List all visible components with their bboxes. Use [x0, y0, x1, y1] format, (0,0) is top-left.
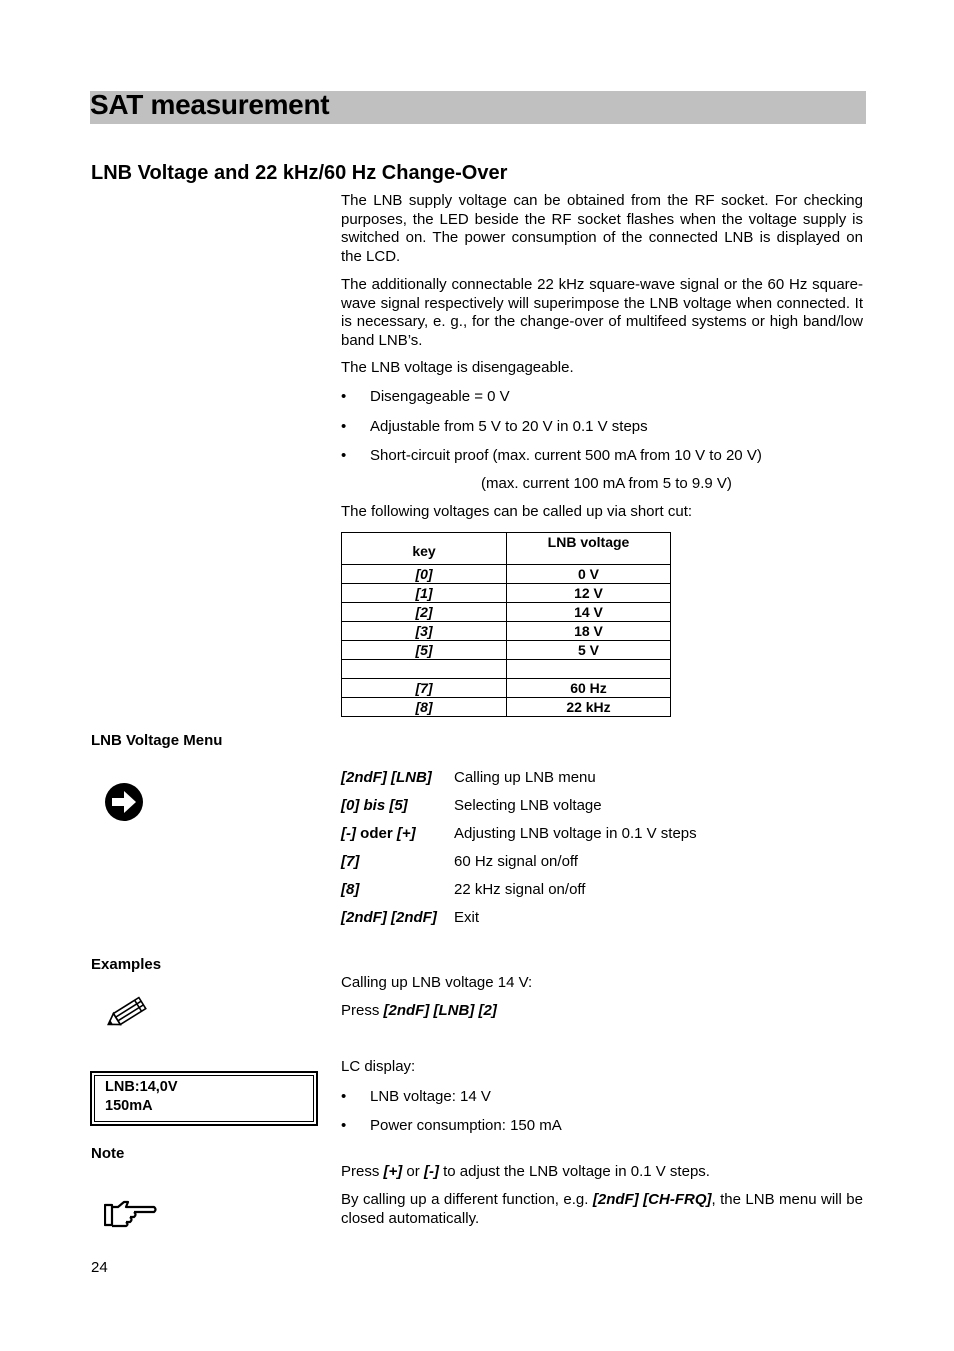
table-header-voltage: LNB voltage [507, 533, 671, 565]
examples-label: Examples [91, 956, 162, 973]
table-row [342, 603, 671, 622]
table-row [342, 660, 671, 679]
table-cell-key: [5] [342, 641, 507, 660]
intro-bullet-continuation: (max. current 100 mA from 5 to 9.9 V) [481, 475, 732, 492]
menu-key-6: [2ndF] [2ndF] [341, 909, 437, 926]
table-cell-value: 60 Hz [507, 679, 671, 698]
table-row [342, 584, 671, 603]
menu-desc-3: Adjusting LNB voltage in 0.1 V steps [454, 825, 697, 842]
chapter-title: SAT measurement [90, 89, 330, 120]
menu-desc-4: 60 Hz signal on/off [454, 853, 578, 870]
shortcut-intro: The following voltages can be called up via short cut: [341, 503, 693, 520]
menu-desc-1: Calling up LNB menu [454, 769, 596, 786]
table-cell-value: 5 V [507, 641, 671, 660]
table-row [342, 698, 671, 717]
menu-desc-2: Selecting LNB voltage [454, 797, 602, 814]
table-cell-key: [8] [342, 698, 507, 717]
pointing-hand-icon [104, 1199, 158, 1229]
example-line-1: Calling up LNB voltage 14 V: [341, 974, 533, 991]
table-cell-value: 12 V [507, 584, 671, 603]
table-header-row [342, 533, 671, 565]
note-label: Note [91, 1145, 125, 1162]
example-press-line: Press [2ndF] [LNB] [2] [341, 1002, 497, 1019]
table-cell-key: [7] [342, 679, 507, 698]
arrow-right-circle-icon [104, 782, 144, 822]
table-row [342, 622, 671, 641]
shortcut-table [341, 532, 671, 717]
table-cell-value: 22 kHz [507, 698, 671, 717]
table-cell-key [342, 660, 507, 679]
menu-key-4: [7] [341, 853, 360, 870]
table-header-key: key [342, 533, 507, 565]
table-cell-value: 18 V [507, 622, 671, 641]
table-cell-key: [0] [342, 565, 507, 584]
table-cell-key: [2] [342, 603, 507, 622]
menu-key-2: [0] bis [5] [341, 797, 408, 814]
table-cell-value [507, 660, 671, 679]
menu-desc-5: 22 kHz signal on/off [454, 881, 586, 898]
intro-paragraph-3: The LNB voltage is disengageable. [341, 359, 574, 376]
menu-label: LNB Voltage Menu [91, 732, 223, 749]
table-row [342, 641, 671, 660]
intro-paragraph-1: The LNB supply voltage can be obtained from the RF socket. For checking purposes, the LED beside the RF socket flashes when the voltage supply is switched on. The power consumption of the connected LNB is displayed on the LCD. [341, 192, 863, 265]
lcd-line-2: 150mA [105, 1098, 153, 1114]
table-cell-value: 14 V [507, 603, 671, 622]
note-paragraph-1: Press [+] or [-] to adjust the LNB voltage in 0.1 V steps. [341, 1163, 710, 1180]
menu-desc-6: Exit [454, 909, 480, 926]
pencil-icon [103, 993, 155, 1031]
table-cell-key: [1] [342, 584, 507, 603]
table-cell-key: [3] [342, 622, 507, 641]
table-row [342, 565, 671, 584]
section-title: LNB Voltage and 22 kHz/60 Hz Change-Over [91, 162, 508, 184]
lcd-line-1: LNB:14,0V [105, 1079, 178, 1095]
table-cell-value: 0 V [507, 565, 671, 584]
note-paragraph-2: By calling up a different function, e.g. [2ndF] [CH-FRQ], the LNB menu will be closed automatically. [341, 1191, 863, 1227]
table-row [342, 679, 671, 698]
lcd-display-label: LC display: [341, 1058, 416, 1075]
menu-key-1: [2ndF] [LNB] [341, 769, 432, 786]
page-number: 24 [91, 1259, 108, 1276]
intro-paragraph-2: The additionally connectable 22 kHz square-wave signal or the 60 Hz square-wave signal respectively will superimpose the LNB voltage when connected. It is necessary, e. g., for the change-over of multifeed systems or high band/low band LNB’s. [341, 276, 863, 349]
menu-key-5: [8] [341, 881, 360, 898]
menu-key-3: [-] oder [+] [341, 825, 416, 842]
